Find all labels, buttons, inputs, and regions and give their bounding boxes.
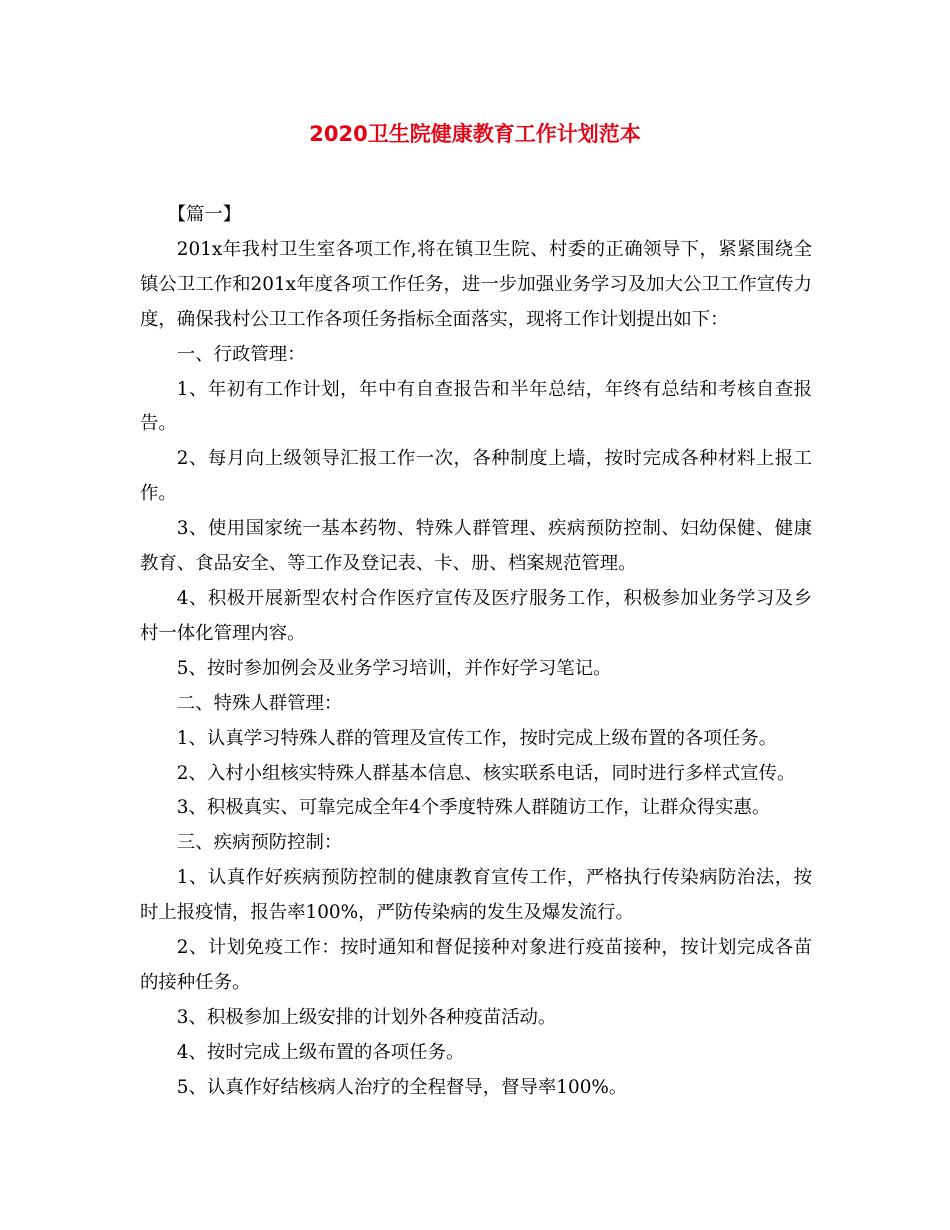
admin-item-1: 1、年初有工作计划，年中有自查报告和半年总结，年终有总结和考核自查报告。 <box>140 378 812 435</box>
admin-item-4: 4、积极开展新型农村合作医疗宣传及医疗服务工作，积极参加业务学习及乡村一体化管理内容。 <box>140 587 812 644</box>
special-groups-item-3: 3、积极真实、可靠完成全年4个季度特殊人群随访工作，让群众得实惠。 <box>176 797 771 819</box>
special-groups-item-2: 2、入村小组核实特殊人群基本信息、核实联系电话，同时进行多样式宣传。 <box>176 762 796 784</box>
disease-control-item-2: 2、计划免疫工作：按时通知和督促接种对象进行疫苗接种，按计划完成各苗的接种任务。 <box>140 937 812 993</box>
intro-paragraph: 201x年我村卫生室各项工作,将在镇卫生院、村委的正确领导下，紧紧围绕全镇公卫工作和201x年度各项工作任务，进一步加强业务学习及加大公卫工作宣传力度，确保我村公卫工作各项任务指标全面落实，现将工作计划提出如下： <box>140 238 812 330</box>
document-title: 2020卫生院健康教育工作计划范本 <box>309 122 641 146</box>
admin-item-5: 5、按时参加例会及业务学习培训，并作好学习笔记。 <box>176 657 612 679</box>
section-heading-disease-control: 三、疾病预防控制： <box>176 832 343 854</box>
admin-item-2: 2、每月向上级领导汇报工作一次，各种制度上墙，按时完成各种材料上报工作。 <box>140 448 812 505</box>
disease-control-item-3: 3、积极参加上级安排的计划外各种疫苗活动。 <box>176 1006 557 1028</box>
section-heading-special-groups: 二、特殊人群管理： <box>176 692 343 714</box>
section-heading-admin: 一、行政管理： <box>176 343 306 365</box>
document-body <box>140 198 812 1106</box>
admin-item-3: 3、使用国家统一基本药物、特殊人群管理、疾病预防控制、妇幼保健、健康教育、食品安全、等工作及登记表、卡、册、档案规范管理。 <box>140 518 812 575</box>
disease-control-item-1: 1、认真作好疾病预防控制的健康教育宣传工作，严格执行传染病防治法，按时上报疫情，报告率100%，严防传染病的发生及爆发流行。 <box>140 867 812 924</box>
disease-control-item-4: 4、按时完成上级布置的各项任务。 <box>176 1041 465 1063</box>
disease-control-item-5: 5、认真作好结核病人治疗的全程督导，督导率100%。 <box>176 1076 628 1098</box>
section-tag: 【篇一】 <box>167 204 242 225</box>
special-groups-item-1: 1、认真学习特殊人群的管理及宣传工作，按时完成上级布置的各项任务。 <box>176 727 777 749</box>
